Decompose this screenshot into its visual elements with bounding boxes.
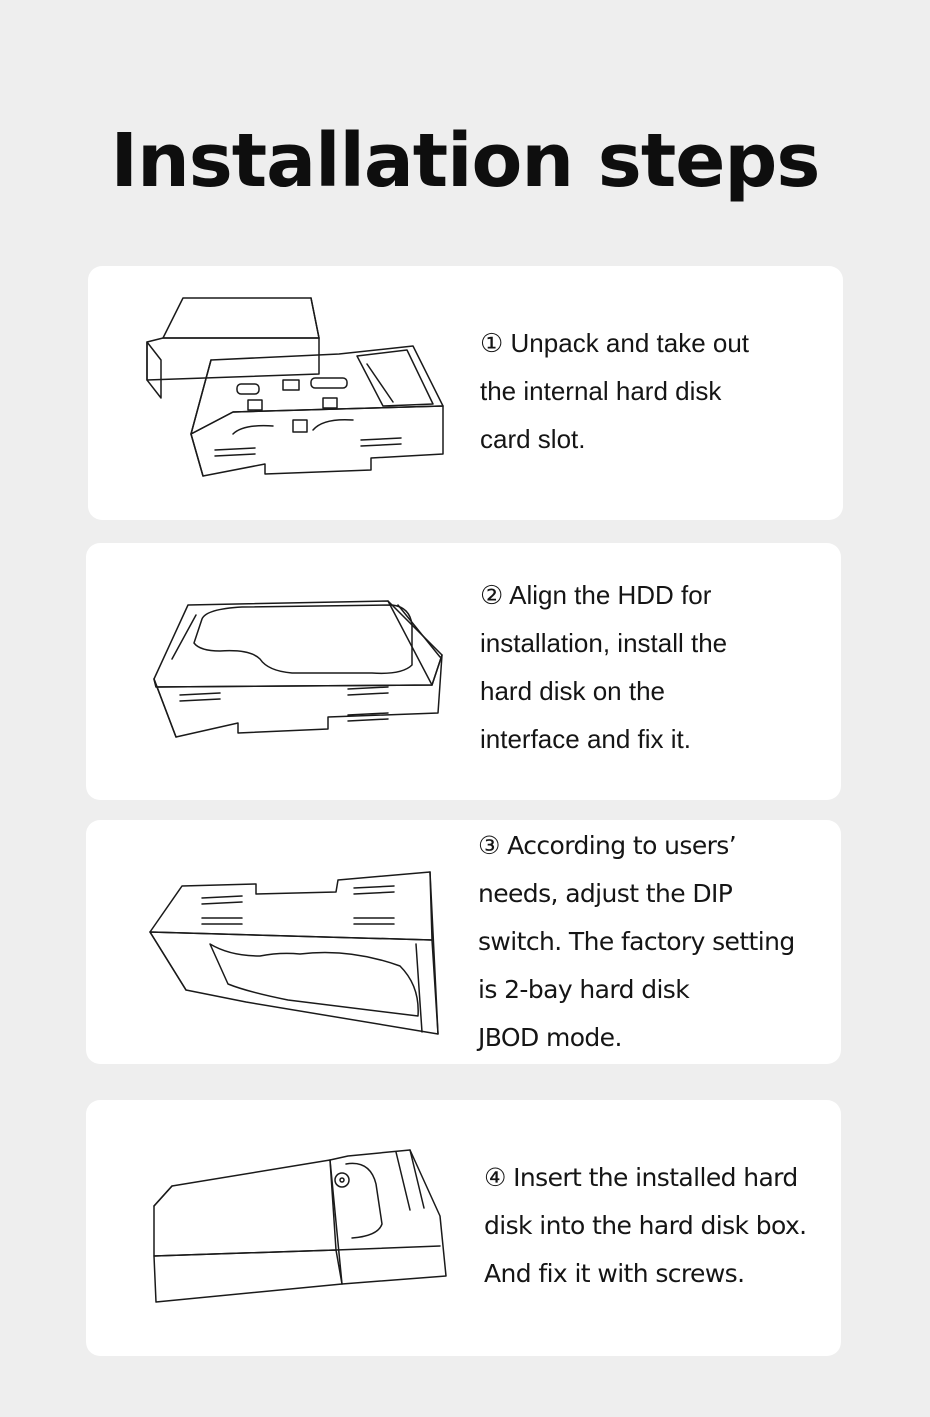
- page-title: Installation steps: [110, 118, 820, 204]
- step-2-line-2: installation, install the: [480, 628, 728, 658]
- step-card-3: [86, 820, 841, 1064]
- step-4-line-3: And fix it with screws.: [484, 1259, 745, 1288]
- step-4-line-1: ④ Insert the installed hard: [484, 1163, 798, 1192]
- step-3-line-3: switch. The factory setting: [478, 927, 795, 956]
- step-1-line-2: the internal hard disk: [480, 376, 722, 406]
- flipped-tray-icon: [146, 868, 446, 1048]
- step-3-text: [478, 822, 795, 1062]
- hdd-in-tray-icon: [152, 595, 452, 755]
- unpack-tray-icon: [143, 294, 463, 494]
- step-4-line-2: disk into the hard disk box.: [484, 1211, 807, 1240]
- step-2-text: [480, 571, 727, 763]
- step-card-4: [86, 1100, 841, 1356]
- step-card-2: [86, 543, 841, 800]
- step-3-line-5: JBOD mode.: [478, 1023, 622, 1052]
- step-4-text: [484, 1154, 807, 1298]
- step-2-line-4: interface and fix it.: [480, 724, 691, 754]
- insert-into-box-icon: [150, 1146, 450, 1306]
- step-card-1: [88, 266, 843, 520]
- step-2-line-3: hard disk on the: [480, 676, 666, 706]
- step-1-line-3: card slot.: [480, 424, 586, 454]
- step-1-text: [480, 319, 749, 463]
- step-3-line-4: is 2-bay hard disk: [478, 975, 690, 1004]
- step-1-line-1: ① Unpack and take out: [480, 328, 750, 358]
- step-2-line-1: ② Align the HDD for: [480, 580, 712, 610]
- step-3-line-2: needs, adjust the DIP: [478, 879, 733, 908]
- step-3-line-1: ③ According to users’: [478, 831, 737, 860]
